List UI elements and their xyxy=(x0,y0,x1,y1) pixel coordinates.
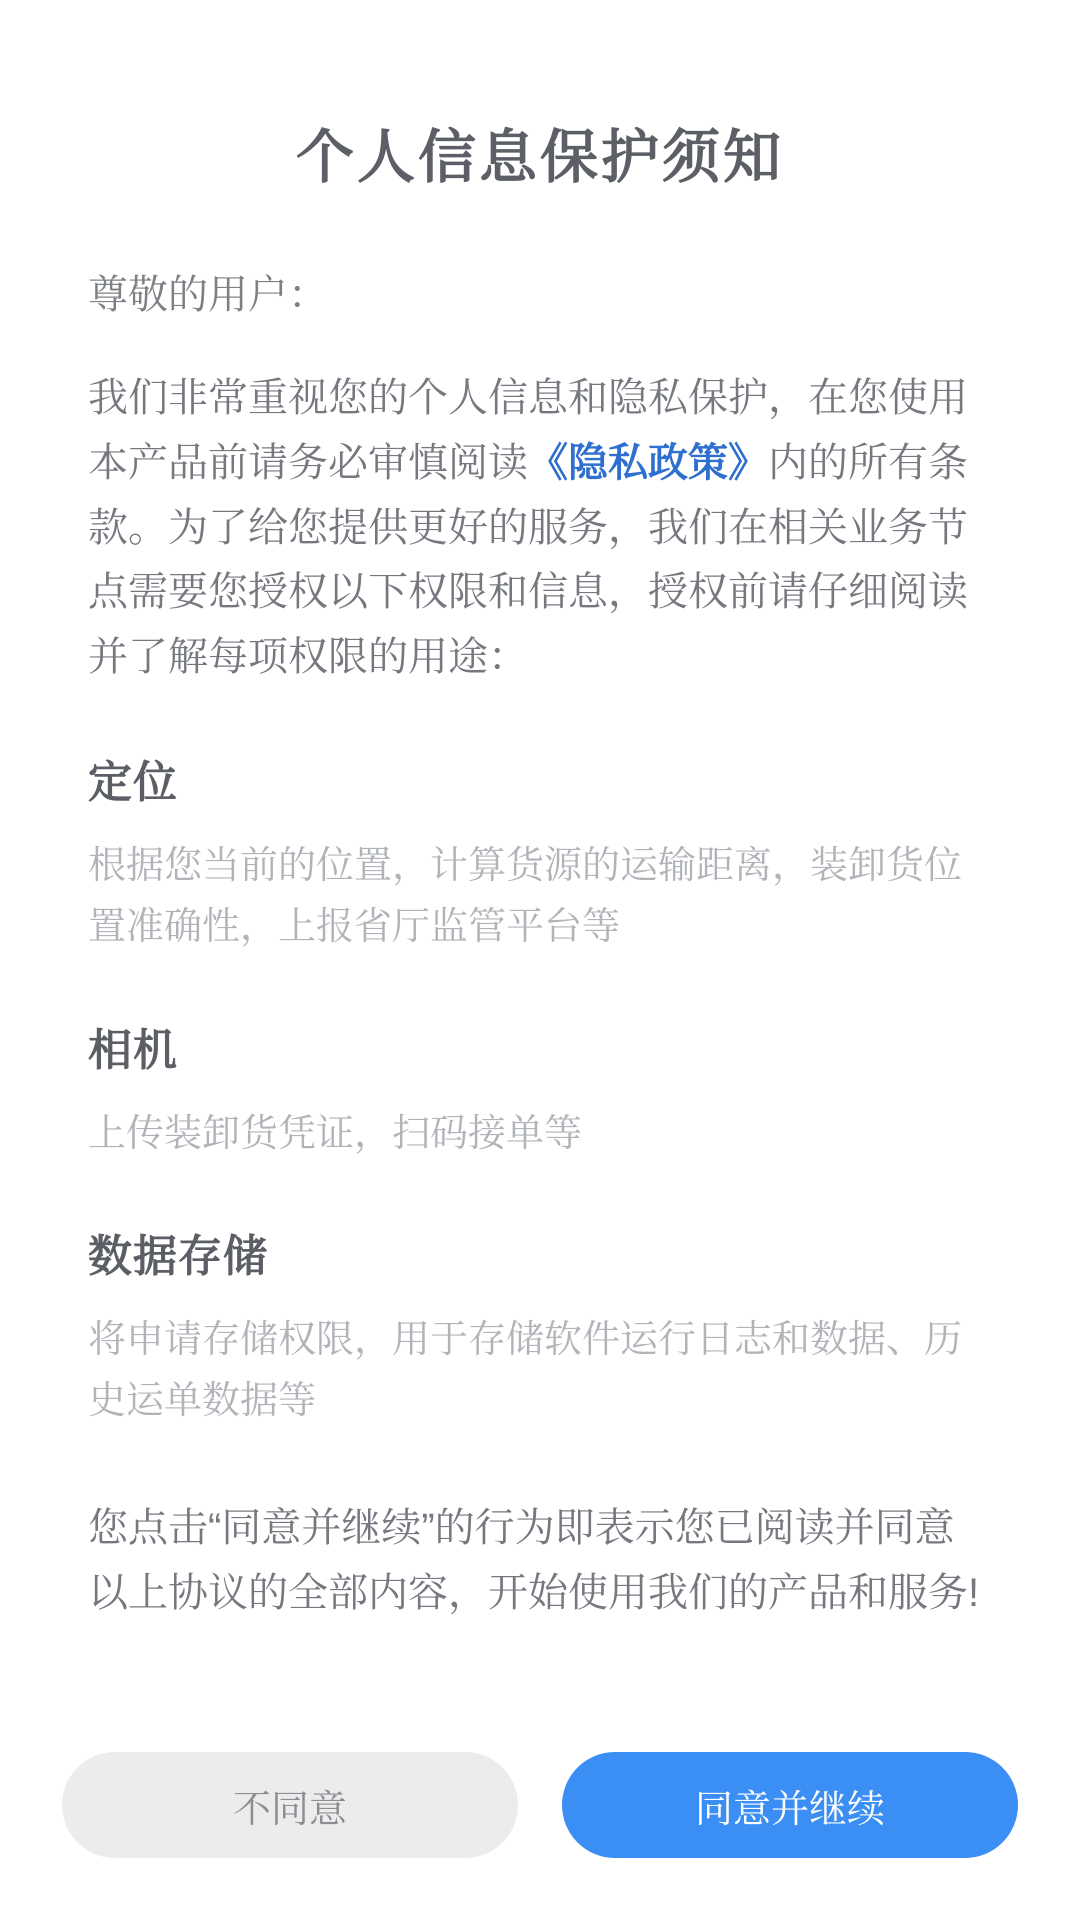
permission-section-storage xyxy=(88,1220,992,1432)
intro-paragraph xyxy=(88,366,992,690)
agree-and-continue-button[interactable]: 同意并继续 xyxy=(562,1752,1018,1858)
permission-section-location xyxy=(88,746,992,958)
permission-description-storage: 将申请存储权限，用于存储软件运行日志和数据、历史运单数据等 xyxy=(88,1319,963,1423)
intro-text-part2: 内的所有条款。为了给您提供更好的服务，我们在相关业务节点需要您授权以下权限和信息，授权前请仔细阅读并了解每项权限的用途： xyxy=(88,440,968,680)
greeting-text: 尊敬的用户： xyxy=(88,273,328,317)
intro-text-part1: 我们非常重视您的个人信息和隐私保护，在您使用本产品前请务必审慎阅读 xyxy=(88,376,968,485)
disagree-button[interactable]: 不同意 xyxy=(62,1752,518,1858)
permission-title-camera: 相机 xyxy=(88,1025,178,1075)
permission-section-camera xyxy=(88,1014,992,1165)
permission-title-location: 定位 xyxy=(88,757,178,807)
permission-title-storage: 数据存储 xyxy=(88,1232,268,1282)
privacy-policy-link[interactable]: 《隐私政策》 xyxy=(528,440,768,485)
closing-paragraph: 您点击“同意并继续”的行为即表示您已阅读并同意以上协议的全部内容，开始使用我们的产品和服务! xyxy=(88,1505,980,1615)
permission-description-location: 根据您当前的位置，计算货源的运输距离，装卸货位置准确性，上报省厅监管平台等 xyxy=(88,844,963,948)
action-bar xyxy=(0,1752,1080,1858)
permission-description-camera: 上传装卸货凭证，扫码接单等 xyxy=(88,1112,583,1155)
page-title: 个人信息保护须知 xyxy=(295,125,784,190)
notice-content xyxy=(0,266,1080,1626)
